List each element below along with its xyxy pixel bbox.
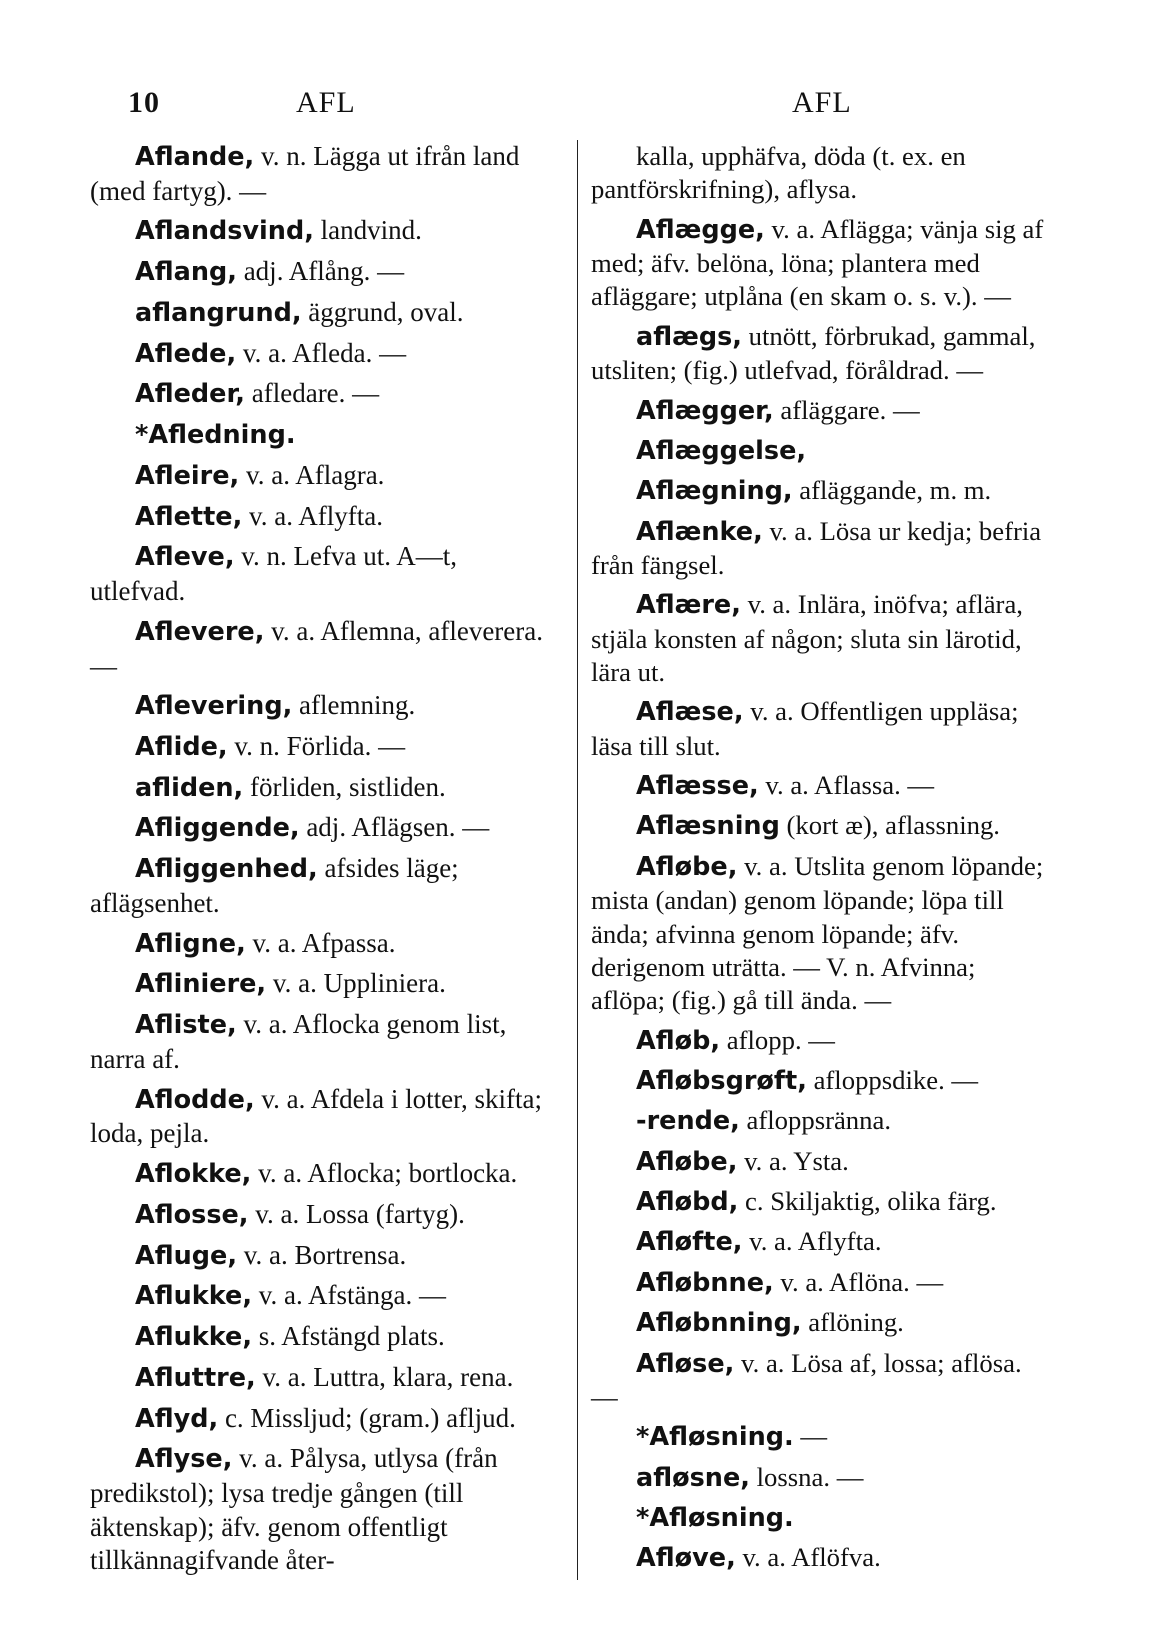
entry-headword: Aflosse,: [135, 1199, 249, 1230]
entry-definition: v. a. Aflöna. —: [773, 1266, 944, 1297]
entry-headword: Afliniere,: [135, 969, 267, 1000]
entry-definition: v. a. Aflemna, afleverera. —: [90, 615, 544, 681]
entry-definition: v. a. Afstänga. —: [252, 1280, 446, 1311]
entry-headword: Afløbnning,: [636, 1308, 802, 1339]
entry-headword: Aflede,: [135, 338, 237, 369]
entry-definition: v. a. Aflägga; vänja sig af med; äfv. belöna, löna; plantera med afläggare; utplåna (en skam o. s. v.). —: [591, 213, 1044, 312]
dictionary-entry: [90, 1361, 550, 1396]
dictionary-entry: [591, 588, 1051, 689]
entry-definition: lossna. —: [749, 1461, 864, 1492]
entry-headword: Aflukke,: [135, 1322, 253, 1353]
dictionary-entry: [591, 394, 1051, 428]
entry-definition: afsides läge; aflägsenhet.: [90, 853, 459, 918]
entry-headword: Afliggende,: [135, 813, 300, 844]
dictionary-entry: [591, 1266, 1051, 1300]
page-header: [128, 86, 873, 136]
dictionary-entry: [90, 255, 550, 290]
dictionary-entry: [90, 377, 550, 412]
entry-headword: Aflægning,: [636, 476, 793, 507]
entry-definition: c. Skiljaktig, olika färg.: [738, 1186, 997, 1217]
dictionary-entry: [90, 1083, 550, 1151]
entry-headword: Afløbd,: [636, 1187, 739, 1218]
dictionary-entry: [591, 1461, 1051, 1495]
entry-definition: v. a. Afpassa.: [245, 927, 396, 958]
dictionary-entry: [591, 1145, 1051, 1179]
entry-definition: v. a. Bortrensa.: [237, 1239, 407, 1270]
entry-definition: aflemning.: [292, 690, 416, 721]
dictionary-entry: [90, 140, 550, 208]
entry-definition: utnött, förbrukad, gammal, utsliten; (fig.) utlefvad, föråldrad. —: [591, 320, 1036, 386]
entry-headword: Afløbsgrøft,: [636, 1065, 807, 1096]
dictionary-entry: [90, 500, 550, 535]
dictionary-entry: [591, 1064, 1051, 1098]
entry-definition: v. a. Offentligen uppläsa; läsa till slut.: [591, 696, 1019, 761]
dictionary-entry: [591, 809, 1051, 843]
entry-definition: v. a. Lösa ur kedja; befria från fängsel.: [591, 515, 1042, 580]
entry-headword: Aflægge,: [636, 214, 765, 245]
entry-definition: aflopp. —: [720, 1024, 835, 1055]
dictionary-entry: [90, 1442, 550, 1578]
entry-headword: Aflæsse,: [636, 771, 759, 802]
dictionary-entry: [90, 771, 550, 806]
entry-definition: aflöning.: [801, 1307, 904, 1338]
entry-headword: Aflide,: [135, 732, 228, 763]
dictionary-entry: [90, 337, 550, 372]
entry-definition: adj. Aflång. —: [236, 256, 405, 287]
entry-headword: Aflang,: [135, 257, 237, 288]
entry-headword: Afleve,: [135, 542, 235, 573]
entry-headword: Aflæse,: [636, 697, 744, 728]
entry-definition: v. a. Aflocka; bortlocka.: [251, 1158, 518, 1189]
left-column: [90, 140, 550, 1584]
entry-headword: Afluttre,: [135, 1362, 256, 1393]
entry-headword: Aflette,: [135, 501, 243, 532]
entry-headword: Afliggenhed,: [135, 854, 318, 885]
entry-definition: v. a. Aflassa. —: [758, 770, 935, 801]
dictionary-entry: [90, 852, 550, 920]
entry-headword: aflangrund,: [135, 297, 302, 328]
column-divider: [577, 140, 578, 1580]
dictionary-entry: [90, 296, 550, 331]
entry-definition: v. a. Aflöfva.: [735, 1542, 881, 1573]
dictionary-entry: [591, 850, 1051, 1018]
entry-headword: *Afløsning.: [636, 1422, 794, 1453]
dictionary-entry: [591, 1104, 1051, 1138]
dictionary-entry: [90, 927, 550, 962]
entry-definition: v. n. Lägga ut ifrån land (med fartyg). —: [90, 141, 520, 206]
dictionary-entry: [90, 418, 550, 453]
dictionary-entry: [90, 730, 550, 765]
entry-definition: landvind.: [313, 215, 422, 246]
entry-definition: —: [793, 1421, 828, 1452]
entry-headword: Afleder,: [135, 379, 245, 410]
guide-word-left: AFL: [296, 86, 356, 119]
entry-definition: v. a. Aflyfta.: [742, 1226, 882, 1257]
entry-definition: s. Afstängd plats.: [252, 1321, 445, 1352]
entry-definition: v. a. Lossa (fartyg).: [248, 1198, 465, 1229]
entry-headword: Afløb,: [636, 1025, 721, 1056]
entry-definition: v. n. Lefva ut. A—t, utlefvad.: [90, 541, 458, 607]
entry-definition: v. a. Ysta.: [737, 1145, 849, 1176]
dictionary-entry: [591, 1185, 1051, 1219]
guide-word-right: AFL: [792, 86, 852, 119]
entry-headword: Aflyse,: [135, 1444, 233, 1475]
entry-headword: Afløbe,: [636, 851, 738, 882]
dictionary-entry: [90, 615, 550, 683]
dictionary-entry: [90, 1239, 550, 1274]
entry-headword: Afløve,: [636, 1543, 736, 1574]
dictionary-entry: [90, 1320, 550, 1355]
entry-headword: Aflæsning: [636, 811, 780, 842]
entry-headword: Afløse,: [636, 1348, 735, 1379]
entry-headword: Aflande,: [135, 142, 255, 172]
entry-headword: Aflyd,: [135, 1403, 219, 1434]
dictionary-entry: [591, 1541, 1051, 1575]
entry-headword: Aflænke,: [636, 516, 763, 547]
entry-definition: v. a. Pålysa, utlysa (från predikstol); lysa tredje gången (till äktenskap); äfv. genom offentligt tillkännagifvande åter-: [90, 1443, 498, 1576]
entry-definition: v. a. Inlära, inöfva; aflära, stjäla konsten af någon; sluta sin lärotid, lära ut.: [591, 589, 1023, 688]
dictionary-entry: [90, 1279, 550, 1314]
entry-definition: afläggande, m. m.: [792, 475, 992, 506]
entry-definition: afledare. —: [245, 378, 380, 409]
dictionary-entry: [90, 689, 550, 724]
dictionary-entry: [591, 769, 1051, 803]
entry-definition: v. n. Förlida. —: [227, 731, 406, 762]
entry-definition: v. a. Aflocka genom list, narra af.: [90, 1009, 507, 1074]
entry-definition: c. Missljud; (gram.) afljud.: [218, 1402, 516, 1433]
entry-definition: v. a. Afleda. —: [236, 337, 407, 368]
dictionary-entry: [90, 811, 550, 846]
entry-headword: Aflære,: [636, 590, 741, 621]
entry-headword: Aflevering,: [135, 691, 293, 722]
entry-headword: Aflokke,: [135, 1159, 252, 1190]
entry-headword: -rende,: [636, 1106, 740, 1137]
right-column: [591, 140, 1051, 1582]
entry-definition: afloppsränna.: [739, 1105, 892, 1136]
entry-headword: Afløbe,: [636, 1146, 738, 1177]
entry-headword: Afløfte,: [636, 1227, 743, 1258]
entry-definition: kalla, upphäfva, döda (t. ex. en pantförskrifning), aflysa.: [591, 141, 966, 205]
entry-definition: (kort æ), aflassning.: [779, 810, 1000, 841]
entry-definition: adj. Aflägsen. —: [299, 812, 490, 843]
dictionary-entry: [90, 967, 550, 1002]
entry-headword: *Afledning.: [135, 420, 296, 451]
page-number: 10: [128, 86, 160, 119]
entry-definition: v. a. Afdela i lotter, skifta; loda, pejla.: [90, 1083, 542, 1149]
entry-definition: äggrund, oval.: [301, 296, 464, 327]
entry-definition: v. a. Aflagra.: [239, 459, 385, 490]
entry-headword: Afleire,: [135, 460, 240, 491]
dictionary-entry: [591, 1024, 1051, 1058]
entry-headword: Aflevere,: [135, 616, 265, 647]
dictionary-entry: [591, 1420, 1051, 1454]
entry-headword: aflægs,: [636, 321, 742, 352]
entry-definition: afloppsdike. —: [806, 1064, 979, 1095]
dictionary-entry: [90, 1157, 550, 1192]
entry-headword: *Afløsning.: [636, 1502, 794, 1533]
dictionary-entry: [90, 1008, 550, 1076]
dictionary-entry: [90, 214, 550, 249]
dictionary-entry: [591, 434, 1051, 468]
dictionary-entry: [591, 1225, 1051, 1259]
dictionary-entry: [90, 1198, 550, 1233]
dictionary-entry: [591, 515, 1051, 583]
entry-headword: Aflægger,: [636, 395, 774, 426]
dictionary-entry: [90, 459, 550, 494]
entry-headword: Afluge,: [135, 1240, 238, 1271]
dictionary-entry: [591, 1347, 1051, 1415]
entry-definition: v. a. Lösa af, lossa; aflösa. —: [591, 1347, 1022, 1412]
entry-headword: afliden,: [135, 772, 244, 803]
dictionary-entry: [591, 140, 1051, 207]
dictionary-entry: [591, 1501, 1051, 1535]
entry-headword: Aflandsvind,: [135, 216, 314, 247]
dictionary-entry: [591, 213, 1051, 314]
entry-headword: Aflæggelse,: [636, 435, 807, 466]
dictionary-entry: [90, 540, 550, 608]
entry-definition: v. a. Luttra, klara, rena.: [255, 1361, 514, 1392]
dictionary-entry: [591, 474, 1051, 508]
entry-definition: v. a. Utslita genom löpande; mista (andan) genom löpande; löpa till ända; afvinna genom löpande; äfv. derigenom uträtta. — V. n. Afvinna; aflöpa; (fig.) gå till ända. —: [591, 850, 1044, 1016]
dictionary-entry: [90, 1402, 550, 1437]
entry-headword: Afligne,: [135, 928, 246, 959]
entry-headword: afløsne,: [636, 1462, 750, 1493]
entry-definition: v. a. Aflyfta.: [242, 500, 384, 531]
entry-headword: Afliste,: [135, 1010, 237, 1041]
entry-definition: förliden, sistliden.: [243, 771, 446, 802]
entry-definition: v. a. Uppliniera.: [266, 968, 446, 999]
entry-definition: afläggare. —: [773, 394, 920, 425]
dictionary-entry: [591, 320, 1051, 388]
dictionary-entry: [591, 695, 1051, 763]
entry-headword: Aflukke,: [135, 1281, 253, 1312]
dictionary-entry: [591, 1306, 1051, 1340]
entry-headword: Afløbnne,: [636, 1267, 774, 1298]
entry-headword: Aflodde,: [135, 1084, 255, 1115]
